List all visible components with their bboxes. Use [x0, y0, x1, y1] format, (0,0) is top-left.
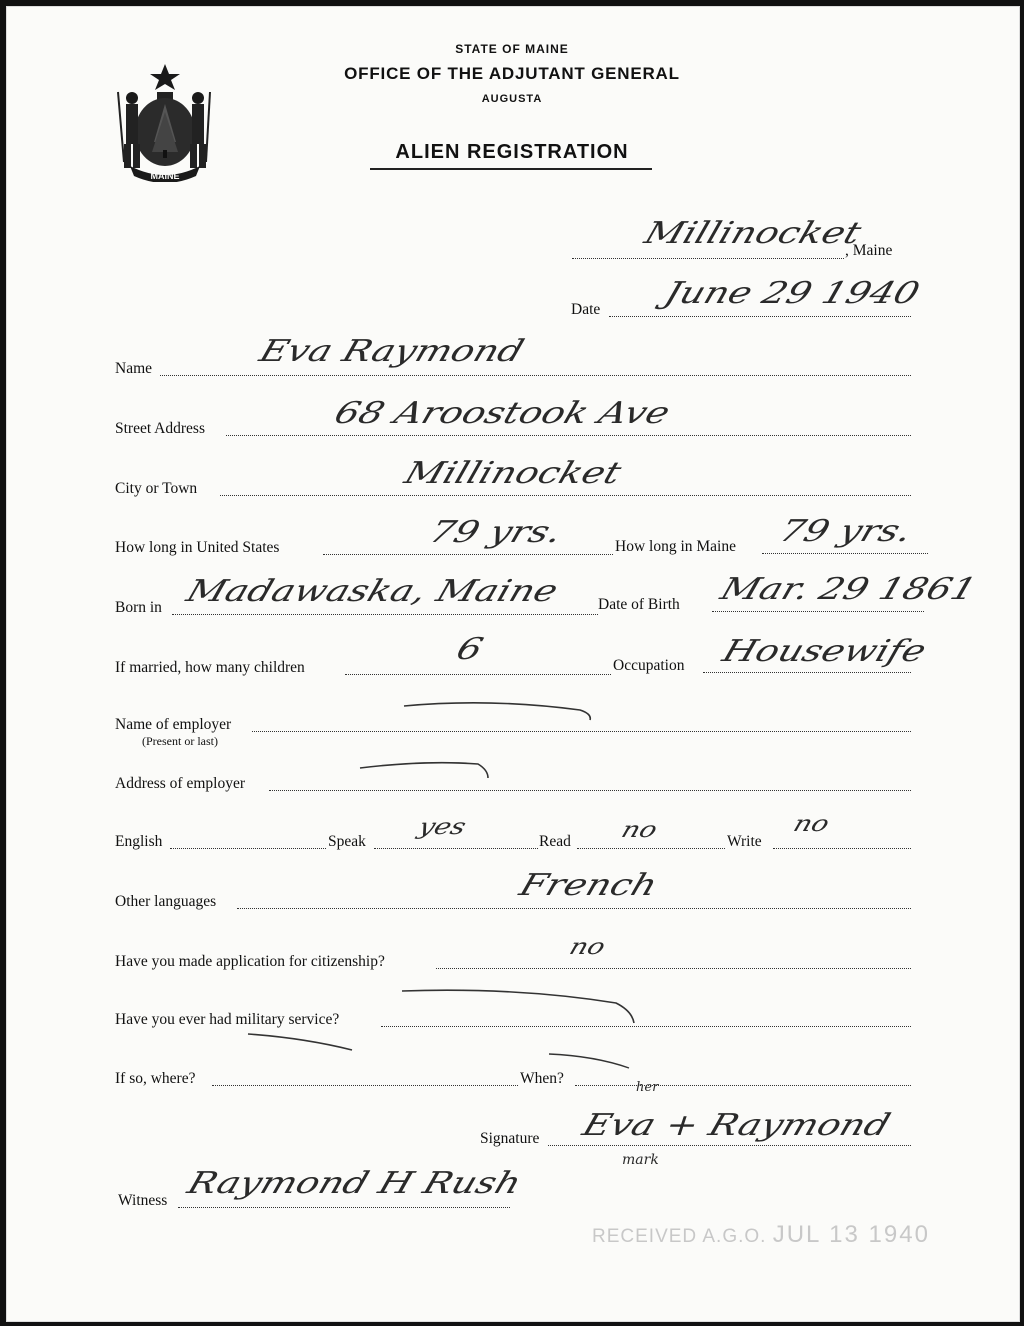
town-line	[572, 258, 844, 259]
born-in-value: Madawaska, Maine	[182, 574, 563, 609]
speak-value: yes	[415, 815, 470, 840]
title-underline	[370, 168, 652, 170]
if-so-where-line	[212, 1085, 518, 1086]
how-long-us-label: How long in United States	[115, 539, 280, 556]
signature-her: her	[636, 1080, 659, 1095]
how-long-us-value: 79 yrs.	[425, 515, 567, 550]
received-stamp	[592, 1221, 930, 1249]
children-line	[345, 674, 611, 675]
occupation-value: Housewife	[718, 634, 931, 669]
military-dash-mark	[396, 985, 646, 1031]
write-value: no	[790, 812, 833, 837]
citizenship-line	[436, 968, 911, 969]
town-value: Millinocket	[640, 216, 866, 251]
witness-value: Raymond H Rush	[183, 1166, 526, 1201]
header-office: OFFICE OF THE ADJUTANT GENERAL	[344, 64, 680, 83]
name-value: Eva Raymond	[255, 334, 529, 369]
street-address-value: 68 Aroostook Ave	[330, 396, 675, 431]
date-of-birth-label: Date of Birth	[598, 596, 680, 613]
citizenship-label: Have you made application for citizenship?	[115, 953, 385, 970]
date-value: June 29 1940	[660, 276, 924, 311]
signature-line	[548, 1145, 911, 1146]
write-line	[773, 848, 911, 849]
read-line	[577, 848, 725, 849]
form-title: ALIEN REGISTRATION	[395, 141, 629, 163]
born-in-line	[172, 614, 598, 615]
signature-value: Eva + Raymond	[578, 1108, 895, 1143]
occupation-line	[703, 672, 911, 673]
date-label: Date	[571, 301, 601, 318]
when-line	[575, 1085, 911, 1086]
received-stamp-date: JUL 13 1940	[772, 1221, 930, 1248]
citizenship-value: no	[566, 935, 609, 960]
when-label: When?	[520, 1070, 564, 1087]
city-value: Millinocket	[400, 456, 626, 491]
date-of-birth-value: Mar. 29 1861	[716, 572, 981, 607]
date-of-birth-line	[712, 611, 924, 612]
date-line	[609, 316, 911, 317]
employer-address-line	[269, 790, 911, 791]
city-line	[220, 495, 911, 496]
received-stamp-text: RECEIVED A.G.O.	[592, 1226, 767, 1247]
when-dash-mark	[545, 1050, 635, 1072]
employer-address-label: Address of employer	[115, 775, 245, 792]
employer-name-dash-mark	[400, 698, 600, 724]
employer-name-line	[252, 731, 911, 732]
occupation-label: Occupation	[613, 657, 685, 674]
street-address-label: Street Address	[115, 420, 205, 437]
header-city: AUGUSTA	[481, 93, 543, 105]
seal-text: MAINE	[150, 171, 180, 181]
how-long-maine-label: How long in Maine	[615, 538, 736, 555]
how-long-us-line	[323, 554, 613, 555]
employer-name-label: Name of employer	[115, 716, 232, 733]
name-line	[160, 375, 911, 376]
military-label: Have you ever had military service?	[115, 1011, 340, 1028]
name-label: Name	[115, 360, 153, 377]
if-so-where-label: If so, where?	[115, 1070, 196, 1087]
employer-name-sublabel: (Present or last)	[142, 734, 218, 748]
english-line	[170, 848, 326, 849]
english-label: English	[115, 833, 163, 850]
how-long-maine-line	[762, 553, 928, 554]
write-label: Write	[727, 833, 762, 850]
other-languages-line	[237, 908, 911, 909]
speak-label: Speak	[328, 833, 366, 850]
street-address-line	[226, 435, 911, 436]
header-state: STATE OF MAINE	[455, 42, 569, 56]
witness-line	[178, 1207, 510, 1208]
read-value: no	[618, 818, 661, 843]
children-value: 6	[452, 632, 488, 667]
speak-line	[374, 848, 538, 849]
military-dash-mark-2	[244, 1028, 364, 1056]
maine-suffix-label: , Maine	[845, 242, 893, 259]
other-languages-label: Other languages	[115, 893, 217, 910]
signature-mark: mark	[622, 1152, 659, 1168]
children-label: If married, how many children	[115, 659, 305, 676]
how-long-maine-value: 79 yrs.	[775, 514, 917, 549]
city-label: City or Town	[115, 480, 198, 497]
witness-label: Witness	[118, 1192, 168, 1209]
signature-label: Signature	[480, 1130, 540, 1147]
employer-address-dash-mark	[356, 758, 496, 782]
read-label: Read	[539, 833, 571, 850]
born-in-label: Born in	[115, 599, 162, 616]
other-languages-value: French	[515, 868, 662, 903]
